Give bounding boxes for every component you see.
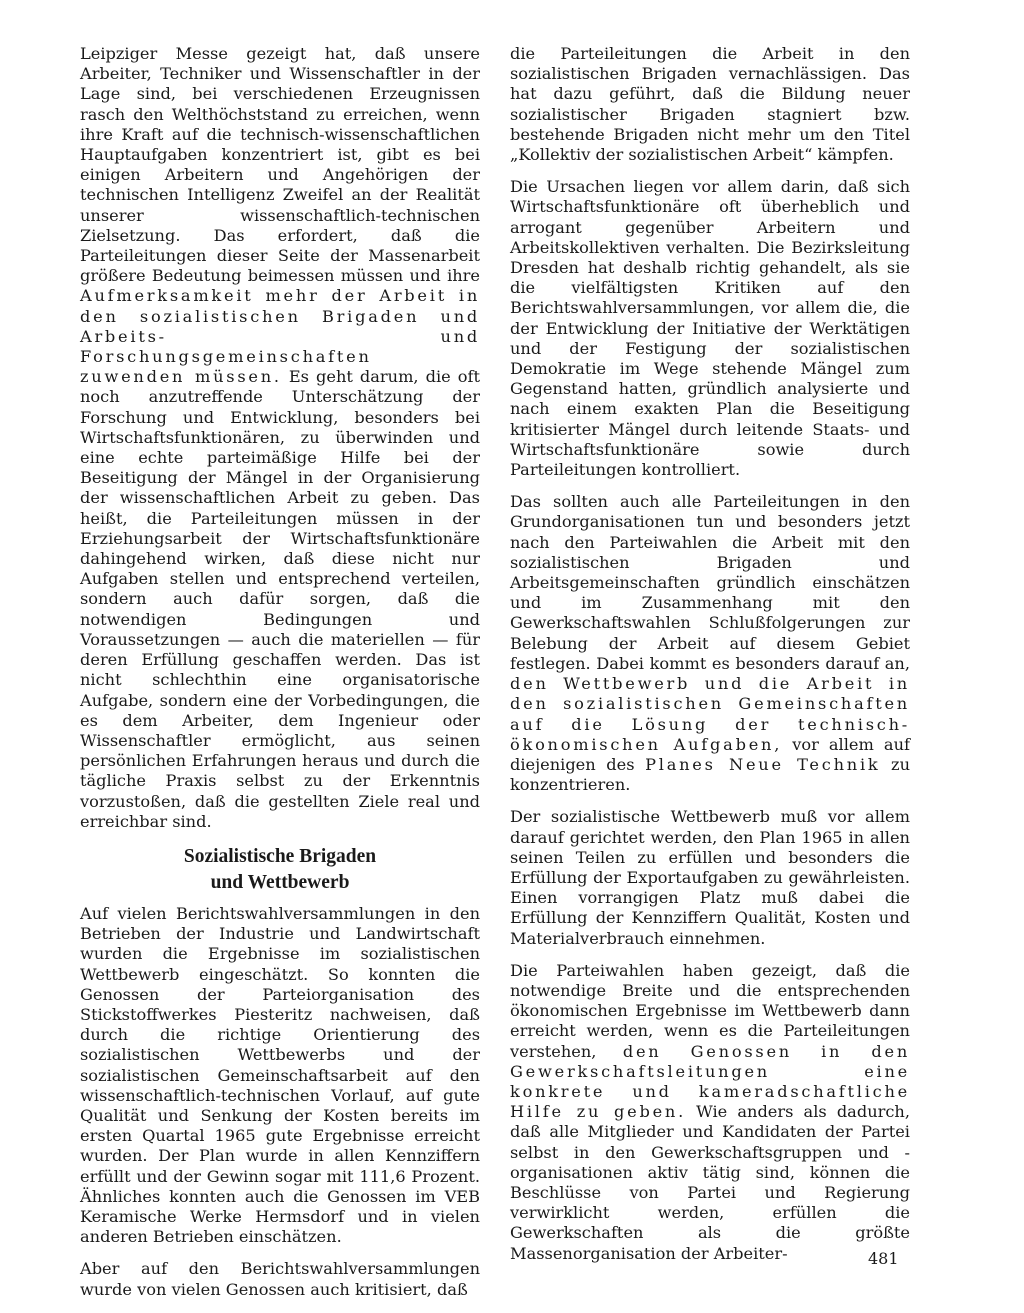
paragraph: Die Ursachen liegen vor allem darin, daß sich Wirtschaftsfunktionäre oft überheblich und arrogant gegenüber Arbeitern und Arbeitskollektiven verhalten. Die Bezirksleitung Dresden hat deshalb richtig gehandelt, als sie die vielfältigsten Kritiken auf den Berichtswahlversammlungen, vor allem die, die der Entwicklung der Initiative der Werktätigen und der Festigung der sozialistischen Demokratie im Wege stehende Mängel zum Gegenstand hatten, gründlich analysierte und nach einem exakten Plan die Beseitigung kritisierter Mängel durch leitende Staats- und Wirtschaftsfunktionäre sowie durch Parteileitungen kontrolliert. — [510, 177, 910, 480]
text-run: zu konzentrieren. — [510, 754, 910, 795]
paragraph: Aber auf den Berichtswahlversammlungen wurde von vielen Genossen auch kritisiert, daß — [80, 1259, 480, 1299]
paragraph — [510, 492, 910, 795]
spaced-emphasis: den Wettbewerb und die Arbeit in den sozialistischen Gemeinschaften auf die Lösung der technisch-ökonomischen Aufgaben, — [510, 674, 910, 754]
paragraph — [80, 44, 480, 832]
heading-line: und Wettbewerb — [210, 871, 350, 893]
text-run: Leipziger Messe gezeigt hat, daß unsere Arbeiter, Techniker und Wissenschaftler in der Lage sind, bei verschiedenen Erzeugnissen rasch den Welthöchststand zu erreichen, wenn ihre Kraft auf die technisch-wissenschaftlichen Hauptaufgaben konzentriert ist, gibt es bei einigen Arbeitern und Angehörigen der technischen Intelligenz Zweifel an der Realität unserer wissenschaftlich-technischen Zielsetzung. Das erfordert, daß die Parteileitungen dieser Seite der Massenarbeit größere Bedeutung beimessen müssen und ihre — [80, 44, 480, 286]
paragraph: die Parteileitungen die Arbeit in den sozialistischen Brigaden vernachlässigen. Das hat dazu geführt, daß die Bildung neuer sozialistischer Brigaden stagniert bzw. bestehende Brigaden nicht mehr um den Titel „Kollektiv der sozialistischen Arbeit“ kämpfen. — [510, 44, 910, 165]
text-run: vor allem auf diejenigen des — [510, 734, 910, 774]
text-run: Die Parteiwahlen haben gezeigt, daß die notwendige Breite und die entsprechenden ökonomischen Ergebnisse im Wettbewerb dann erreicht werden, wenn es die Parteileitungen verstehen, — [510, 960, 910, 1061]
paragraph: Der sozialistische Wettbewerb muß vor allem darauf gerichtet werden, den Plan 1965 in allen seinen Teilen zu erfüllen und besonders die Erfüllung der Exportaufgaben zu gewährleisten. Einen vorrangigen Platz muß dabei die Erfüllung der Kennziffern Qualität, Kosten und Materialverbrauch einnehmen. — [510, 807, 910, 948]
paragraph: Auf vielen Berichtswahlversammlungen in den Betrieben der Industrie und Landwirtschaft wurden die Ergebnisse im sozialistischen Wettbewerb eingeschätzt. So konnten die Genossen der Parteiorganisation des Stickstoffwerkes Piesteritz nachweisen, daß durch die richtige Orientierung des sozialistischen Wettbewerbs und der sozialistischen Gemeinschaftsarbeit auf den wissenschaftlich-technischen Vorlauf, auf gute Qualität und Senkung der Kosten bereits im ersten Quartal 1965 gute Ergebnisse erreicht wurden. Der Plan wurde in allen Kennziffern erfüllt und der Gewinn sogar mit 111,6 Prozent. Ähnliches konnten auch die Genossen im VEB Keramische Werke Hermsdorf und in vielen anderen Betrieben einschätzen. — [80, 903, 480, 1247]
spaced-emphasis: den Genossen in den Gewerkschaftsleitungen eine konkrete und kameradschaftliche Hilfe zu geben. — [510, 1041, 911, 1122]
spaced-emphasis: Planes Neue Technik — [645, 754, 881, 774]
spaced-emphasis: Aufmerksamkeit mehr der Arbeit in den sozialistischen Brigaden und Arbeits- und Forschungsgemeinschaften zuwenden müssen. — [80, 286, 480, 387]
section-heading — [80, 844, 480, 896]
paragraph — [510, 961, 910, 1264]
left-column — [80, 44, 480, 1312]
text-run: Es geht darum, die oft noch anzutreffende Unterschätzung der Forschung und Entwicklung, besonders bei Wirtschaftsfunktionären, zu überwinden und eine echte parteimäßige Hilfe bei der Beseitigung der Mängel in der Organisierung der wissenschaftlichen Arbeit zu geben. Das heißt, die Parteileitungen müssen in der Erziehungsarbeit der Wirtschaftsfunktionäre dahingehend wirken, daß diese nicht nur Aufgaben stellen und entsprechend verteilen, sondern auch dafür sorgen, daß die notwendigen Bedingungen und Voraussetzungen — auch die materiellen — für deren Erfüllung geschaffen werden. Das ist nicht schlechthin eine organisatorische Aufgabe, sondern eine der Vorbedingungen, die es dem Arbeiter, dem Ingenieur oder Wissenschaftler ermöglicht, aus seinen persönlichen Erfahrungen heraus und durch die tägliche Praxis selbst zu der Erkenntnis vorzustoßen, daß die gestellten Ziele real und erreichbar sind. — [80, 367, 480, 831]
right-column — [510, 44, 910, 1276]
heading-line: Sozialistische Brigaden — [183, 845, 377, 867]
text-run: Wie anders als dadurch, daß alle Mitglieder und Kandidaten der Partei selbst in den Gewerkschaftsgruppen und -organisationen aktiv tätig sind, können die Beschlüsse von Partei und Regierung verwirklicht werden, erfüllen die Gewerkschaften als die größte Massenorganisation der Arbeiter- — [510, 1102, 910, 1263]
page-number: 481 — [868, 1249, 899, 1268]
text-run: Das sollten auch alle Parteileitungen in den Grundorganisationen tun und besonders jetzt nach den Parteiwahlen die Arbeit mit den sozialistischen Brigaden und Arbeitsgemeinschaften gründlich einschätzen und im Zusammenhang mit den Gewerkschaftswahlen Schlußfolgerungen zur Belebung der Arbeit auf diesem Gebiet festlegen. Dabei kommt es besonders darauf an, — [510, 492, 910, 673]
